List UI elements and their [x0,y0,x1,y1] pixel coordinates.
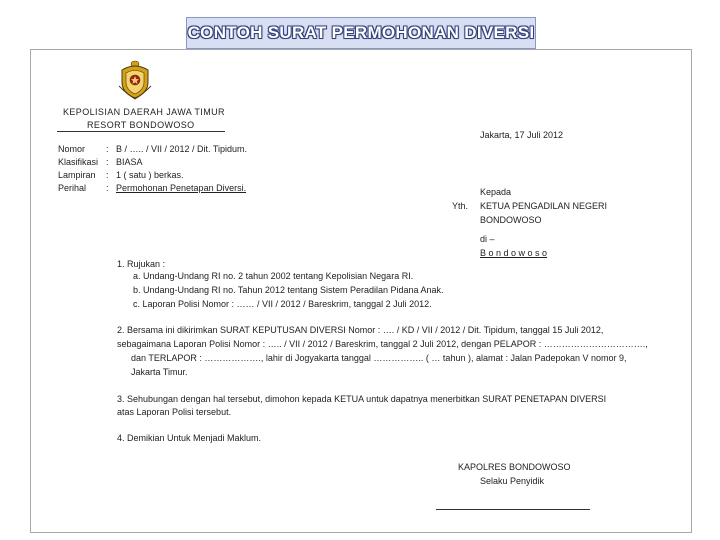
signature-title: KAPOLRES BONDOWOSO [458,462,571,472]
page-title: CONTOH SURAT PERMOHONAN DIVERSI [187,23,535,42]
rujukan-item: b. Undang-Undang RI no. Tahun 2012 tentang Sistem Peradilan Pidana Anak. [133,285,444,295]
paragraph-2-line: 2. Bersama ini dikirimkan SURAT KEPUTUSAN DIVERSI Nomor : …. / KD / VII / 2012 / Dit. Tipidum, tanggal 15 Juli 2012, [117,325,604,335]
paragraph-2-line: sebagaimana Laporan Polisi Nomor : ….. / VII / 2012 / Bareskrim, tanggal 2 Juli 2012, dengan PELAPOR : ……………………………., [117,339,648,349]
meta-value-nomor: B / ….. / VII / 2012 / Dit. Tipidum. [116,144,248,154]
meta-value-klasifikasi: BIASA [116,157,143,167]
rujukan-item: c. Laporan Polisi Nomor : …… / VII / 2012 / Bareskrim, tanggal 2 Juli 2012. [133,299,432,309]
recipient-yth: Yth. [452,201,469,211]
org-divider [57,131,225,132]
recipient-line-2: BONDOWOSO [480,215,542,225]
rujukan-item: a. Undang-Undang RI no. 2 tahun 2002 tentang Kepolisian Negara RI. [133,271,414,281]
paragraph-2-line: Jakarta Timur. [131,367,188,377]
org-line-2: RESORT BONDOWOSO [87,120,195,130]
recipient-kepada: Kepada [480,187,512,197]
paragraph-2-line: dan TERLAPOR : ………………., lahir di Jogyakarta tanggal …………….. ( … tahun ), alamat : Jalan Padepokan V nomor 9, [131,353,627,363]
title-banner [186,17,536,49]
meta-colon: : [106,183,109,193]
police-emblem-icon [117,60,153,100]
org-line-1: KEPOLISIAN DAERAH JAWA TIMUR [63,107,225,117]
paragraph-4: 4. Demikian Untuk Menjadi Maklum. [117,433,262,443]
meta-value-perihal: Permohonan Penetapan Diversi. [116,183,247,193]
rujukan-heading: 1. Rujukan : [117,259,166,269]
paragraph-3-line: atas Laporan Polisi tersebut. [117,407,232,417]
recipient-di: di – [480,234,495,244]
meta-label-klasifikasi: Klasifikasi [58,157,99,167]
meta-colon: : [106,144,109,154]
meta-label-nomor: Nomor [58,144,86,154]
meta-colon: : [106,157,109,167]
recipient-city: B o n d o w o s o [480,248,548,258]
meta-value-lampiran: 1 ( satu ) berkas. [116,170,184,180]
meta-colon: : [106,170,109,180]
place-date: Jakarta, 17 Juli 2012 [480,130,564,140]
paragraph-3-line: 3. Sehubungan dengan hal tersebut, dimohon kepada KETUA untuk dapatnya menerbitkan SURAT PENETAPAN DIVERSI [117,394,607,404]
recipient-line-1: KETUA PENGADILAN NEGERI [480,201,608,211]
signature-role: Selaku Penyidik [480,476,545,486]
meta-label-perihal: Perihal [58,183,87,193]
signature-line [436,509,590,510]
meta-label-lampiran: Lampiran [58,170,96,180]
